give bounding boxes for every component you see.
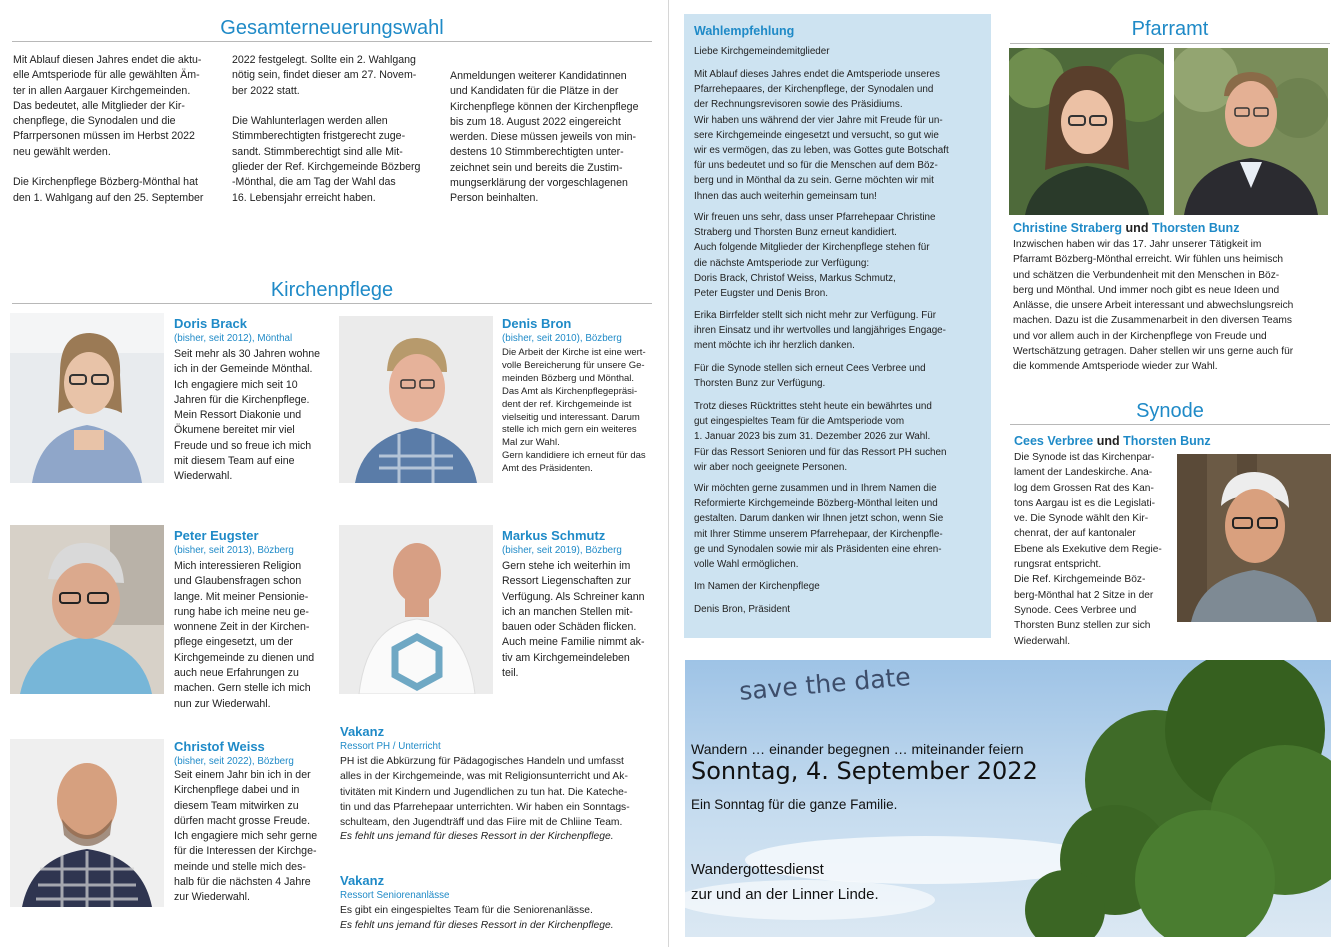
denis-bron-name: Denis Bron [502,316,572,331]
synode-rule [1010,424,1330,425]
wahlempfehlung-p5: Trotz dieses Rücktrittes steht heute ein bewährtes und gut eingespieltes Team für die Amtsperiode vom 1. Januar 2023 bis zum 31. Dezember 2026 zur Wahl. Für das Ressort Senioren und für das Ressort PH suchen wir aber noch geeignete Personen. [694,401,947,473]
vakanz1-ressort: Ressort PH / Unterricht [340,741,441,752]
wahlempfehlung-p3: Erika Birrfelder stellt sich nicht mehr zur Verfügung. Für ihren Einsatz und ihr wertvolles und langjähriges Engage- ment möchte ich ihr herzlich danken. [694,310,946,352]
save-the-date-date: Sonntag, 4. September 2022 [691,757,1038,785]
cees-verbree-photo [1177,454,1331,622]
wahlempfehlung-title: Wahlempfehlung [694,24,795,38]
pfarramt-und: und [1125,221,1149,235]
markus-schmutz-photo [339,525,493,694]
save-the-date-heading: save the date [738,662,912,706]
denis-bron-photo [339,316,493,483]
gesamt-rule [12,41,652,42]
doris-brack-since: (bisher, seit 2012), Mönthal [174,333,293,344]
save-the-date-line4: zur und an der Linner Linde. [691,886,879,903]
markus-schmutz-since: (bisher, seit 2019), Bözberg [502,545,622,556]
pfarramt-title: Pfarramt [1131,18,1209,40]
kirchenpflege-rule [12,303,652,304]
kirchenpflege-title: Kirchenpflege [270,279,394,301]
wahlempfehlung-p7: Im Namen der Kirchenpflege [694,581,820,592]
vakanz1-title: Vakanz [340,724,385,739]
vakanz2-note: Es fehlt uns jemand für dieses Ressort in der Kirchenpflege. [340,920,614,931]
christof-weiss-name: Christof Weiss [174,739,265,754]
page-divider [668,0,669,947]
wahlempfehlung-p0: Liebe Kirchgemeindemitglieder [694,46,830,57]
markus-schmutz-bio: Gern stehe ich weiterhin im Ressort Liegenschaften zur Verfügung. Als Schreiner kann ich an manchen Stellen mit- bauen oder Schäden flicken. Auch meine Familie nimmt ak- tiv am Kirchgemeindeleben teil. [502,560,645,680]
christof-weiss-photo [10,739,164,907]
save-the-date-line3: Wandergottesdienst [691,861,824,878]
gesamt-col1: Mit Ablauf diesen Jahres endet die aktu- elle Amtsperiode für alle gewählten Äm- ter in allen Aargauer Kirchgemeinden. Das bedeutet, alle Mitglieder der Kir- chenpflege, die Synodalen und die Pfarrpersonen müssen im Herbst 2022 neu gewählt werden. Die Kirchenpflege Bözberg-Mönthal hat den 1. Wahlgang auf den 25. September [13,54,204,204]
pfarramt-text: Inzwischen haben wir das 17. Jahr unserer Tätigkeit im Pfarramt Bözberg-Mönthal erreicht. Wir fühlen uns heimisch und schätzen die Verbundenheit mit den Menschen in Böz- berg und Mönthal. Und immer noch gibt es neue Ideen und Anlässe, die unsere Arbeit interessant und abwechslungsreich machen. Dazu ist die Zusammenarbeit in den diversen Teams und vor allem auch in der Kirchenpflege von Freude und Wertschätzung getragen. Daher stellen wir uns gerne auch für die kommende Amtsperiode wieder zur Wahl. [1013,239,1294,373]
wahlempfehlung-p2: Wir freuen uns sehr, dass unser Pfarrehepaar Christine Straberg und Thorsten Bunz erneut kandidiert. Auch folgende Mitglieder der Kirchenpflege stehen für die nächste Amtsperiode zur Verfügung: Doris Brack, Christof Weiss, Markus Schmutz, Peter Eugster und Denis Bron. [694,212,936,300]
vakanz1-text: PH ist die Abkürzung für Pädagogisches Handeln und umfasst alles in der Kirchgemeinde, was mit Religionsunterricht und Ak- tivitäten mit Kindern und Jugendlichen zu tun hat. Die Kateche- tin und das Pfarrehepaar unterrichten. Wir haben ein Sonntags- schulteam, den Jugendträff und das Fiire mit de Chliine Team. [340,756,630,829]
synode-title: Synode [1136,400,1204,422]
denis-bron-bio: Die Arbeit der Kirche ist eine wert- volle Bereicherung für unsere Ge- meinden Bözberg und Mönthal. Das Amt als Kirchenpflegepräsi- dent der ref. Kirchgemeinde ist vielseitig und interessant. Darum stelle ich mich gern ein weiteres Mal zur Wahl. Gern kandidiere ich erneut für das Amt des Präsidenten. [502,347,646,475]
synode-und: und [1096,434,1120,448]
gesamt-col3: Anmeldungen weiterer Kandidatinnen und Kandidaten für die Plätze in der Kirchenpflege können der Kirchenpflege bis zum 18. August 2022 eingereicht werden. Diese müssen jeweils von min- destens 10 Stimmberechtigten unter- zeichnet sein und bereits die Zustim- mungserklärung der vorgeschlagenen Person beinhalten. [450,70,639,205]
doris-brack-photo [10,313,164,483]
markus-schmutz-name: Markus Schmutz [502,528,606,543]
synode-name2: Thorsten Bunz [1123,434,1211,448]
peter-eugster-bio: Mich interessieren Religion und Glaubensfragen schon lange. Mit meiner Pensionie- rung habe ich meine neu ge- wonnene Zeit in der Kirchen- pflege eingesetzt, um der Kirchgemeinde zu dienen und auch neue Erfahrungen zu machen. Gern stelle ich mich nun zur Wiederwahl. [174,560,315,710]
wahlempfehlung-p1: Mit Ablauf dieses Jahres endet die Amtsperiode unseres Pfarrehepaares, der Kirchenpflege, der Synodalen und der Rechnungsrevisoren sowie des Präsidiums. Wir haben uns während der vier Jahre mit Freude für un- sere Kirchgemeinde eingesetzt und versucht, so gut wie wir es vermögen, das zu leben, was Gottes gute Botschaft für uns bedeutet und so für die Menschen auf dem Böz- berg und in Mönthal da zu sein. Gerne möchten wir mit Ihnen das auch weiterhin gemeinsam tun! [694,69,949,202]
vakanz2-ressort: Ressort Seniorenanlässe [340,890,450,901]
christof-weiss-bio: Seit einem Jahr bin ich in der Kirchenpflege dabei und in diesem Team mitwirken zu dürfen macht grosse Freude. Ich engagiere mich sehr gerne für die Interessen der Kirchge- meinde und stelle mich des- halb für die nächsten 4 Jahre zur Wiederwahl. [174,769,318,904]
wahlempfehlung-p8: Denis Bron, Präsident [694,604,791,615]
synode-names [1014,434,1211,448]
gesamt-title: Gesamterneuerungswahl [220,17,444,39]
wahlempfehlung-p4: Für die Synode stellen sich erneut Cees Verbree und Thorsten Bunz zur Verfügung. [694,363,926,390]
doris-brack-name: Doris Brack [174,316,247,331]
gesamt-col2: 2022 festgelegt. Sollte ein 2. Wahlgang nötig sein, findet dieser am 27. Novem- ber 2022 statt. Die Wahlunterlagen werden allen Stimmberechtigten fristgerecht zuge- sandt. Stimmberechtigt sind alle Mit- glieder der Ref. Kirchgemeinde Bözberg -Mönthal, die am Tag der Wahl das 16. Lebensjahr erreicht haben. [232,54,421,204]
pfarramt-name2: Thorsten Bunz [1151,221,1240,235]
pfarramt-names [1013,221,1239,235]
vakanz1-note: Es fehlt uns jemand für dieses Ressort in der Kirchenpflege. [340,831,614,842]
save-the-date-line2: Ein Sonntag für die ganze Familie. [691,797,898,812]
synode-name1: Cees Verbree [1014,434,1094,448]
pfarramt-rule [1010,43,1330,44]
christine-straberg-photo [1009,48,1164,215]
vakanz2-text: Es gibt ein eingespieltes Team für die Seniorenanlässe. [340,905,593,916]
christof-weiss-since: (bisher, seit 2022), Bözberg [174,756,294,767]
synode-text: Die Synode ist das Kirchenpar- lament der Landeskirche. Ana- log dem Grossen Rat des Kan- tons Aargau ist es die Legislati- ve. Die Synode wählt den Kir- chenrat, der auf kantonaler Ebene als Exekutive dem Regie- rungsrat entspricht. Die Ref. Kirchgemeinde Böz- berg-Mönthal hat 2 Sitze in der Synode. Cees Verbree und Thorsten Bunz stellen zur sich Wiederwahl. [1014,452,1162,647]
vakanz2-title: Vakanz [340,873,385,888]
peter-eugster-since: (bisher, seit 2013), Bözberg [174,545,294,556]
peter-eugster-name: Peter Eugster [174,528,259,543]
pfarramt-name1: Christine Straberg [1013,221,1123,235]
wahlempfehlung-p6: Wir möchten gerne zusammen und in Ihrem Namen die Reformierte Kirchgemeinde Bözberg-Mönthal leiten und gestalten. Darum danken wir Ihnen jetzt schon, wenn Sie mit Ihrer Stimme unserem Pfarrehepaar, der Kirchenpfle- ge und Synodalen sowie mir als Präsidenten eine ehren- volle Wahl ermöglichen. [694,483,944,571]
denis-bron-since: (bisher, seit 2010), Bözberg [502,333,622,344]
thorsten-bunz-photo [1174,48,1328,215]
peter-eugster-photo [10,525,164,694]
save-the-date-line1: Wandern … einander begegnen … miteinander feiern [691,741,1024,757]
doris-brack-bio: Seit mehr als 30 Jahren wohne ich in der Gemeinde Mönthal. Ich engagiere mich seit 10 Jahren für die Kirchenpflege. Mein Ressort Diakonie und Ökumene bereitet mir viel Freude und so freue ich mich mit diesem Team auf eine Wiederwahl. [174,348,321,483]
